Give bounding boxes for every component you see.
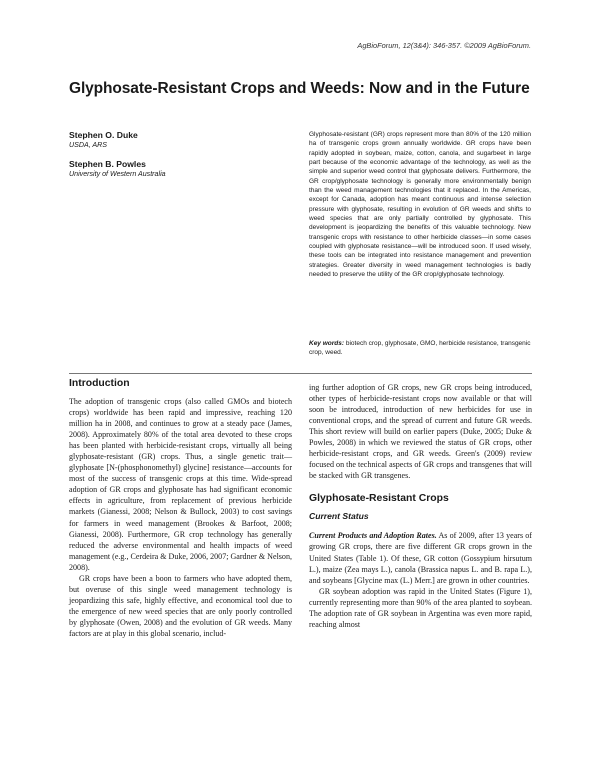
- author-name: Stephen B. Powles: [69, 159, 146, 169]
- adoption-paragraph-1: [309, 530, 532, 585]
- keywords-label: Key words:: [309, 340, 345, 347]
- author-affiliation: USDA, ARS: [69, 141, 107, 149]
- author-affiliation: University of Western Australia: [69, 170, 166, 178]
- left-column: [69, 378, 292, 639]
- author-name: Stephen O. Duke: [69, 130, 138, 140]
- keywords: [309, 339, 531, 358]
- intro-paragraph-3: ing further adoption of GR crops, new GR crops being introduced, other types of herbicide-resistant crops now available or that will soon be introduced, introduction of new herbicides for use in conventional crops, and the spread of current and future GR weeds. This short review will build on earlier papers (Duke, 2005; Duke & Powles, 2008) in which we reviewed the status of GR crops, other herbicide-resistant crops, and GR weeds. Green's (2009) review focused on the technical aspects of GR crops and transgenes that will be stacked with GR transgenes.: [309, 383, 532, 481]
- adoption-paragraph-1-text: As of 2009, after 13 years of growing GR crops, there are five different GR crops grown in the United States (Table 1). Of these, GR cotton (Gossypium hirsutum L.), maize (Zea mays L.), canola (Brassica napus L. and B. rapa L.), and soybeans [Glycine max (L.) Merr.] are grown in other countries.: [309, 531, 532, 585]
- gr-crops-heading: Glyphosate-Resistant Crops: [309, 493, 449, 505]
- abstract: Glyphosate-resistant (GR) crops represent more than 80% of the 120 million ha of transgenic crops grown annually worldwide. GR crops have been rapidly adopted in soybean, maize, cotton, canola, and sugarbeet in large part because of the economic advantage of the technology, as well as the simple and superior weed control that glyphosate delivers. Furthermore, the GR crop/glyphosate technology is generally more environmentally benign than the weed management technologies that it replaced. In the Americas, except for Canada, adoption has meant continuous and intense selection pressure with glyphosate, resulting in evolution of GR weeds and shifts to weed species that are only partially controlled by glyphosate. This development is jeopardizing the benefits of this valuable technology. New transgenic crops with resistance to other herbicide classes—in some cases coupled with glyphosate resistance—will be introduced soon. If used wisely, these tools can be integrated into resistance management and prevention strategies. Greater diversity in weed management technologies is badly needed to preserve the utility of the GR crop/glyphosate technology.: [309, 131, 531, 279]
- journal-citation: AgBioForum, 12(3&4): 346-357. ©2009 AgBioForum.: [357, 41, 531, 50]
- intro-paragraph-2: GR crops have been a boon to farmers who have adopted them, but overuse of this single weed management technology is jeopardizing this safe, highly effective, and economical tool due to the emergence of new weed species that are only poorly controlled by glyphosate (Owen, 2008) and the evolution of GR weeds. Many factors are at play in this global scenario, includ-: [69, 573, 292, 638]
- article-title: Glyphosate-Resistant Crops and Weeds: Now and in the Future: [69, 80, 530, 97]
- adoption-paragraph-2: GR soybean adoption was rapid in the United States (Figure 1), currently representing more than 90% of the area planted to soybean. The adoption rate of GR soybean in Argentina was even more rapid, reaching almost: [309, 586, 532, 629]
- section-divider: [69, 373, 532, 374]
- keywords-text: biotech crop, glyphosate, GMO, herbicide resistance, transgenic crop, weed.: [309, 340, 531, 357]
- adoption-run-in-heading: Current Products and Adoption Rates.: [309, 531, 437, 541]
- author-block: [69, 130, 269, 188]
- introduction-heading: Introduction: [69, 378, 130, 389]
- right-column: [309, 382, 532, 630]
- current-status-heading: Current Status: [309, 511, 369, 522]
- intro-paragraph-1: The adoption of transgenic crops (also called GMOs and biotech crops) worldwide has been rapid and impressive, reaching 120 million ha in 2008, and continues to grow at a steady pace (James, 2008). Approximately 80% of the total area devoted to these crops has been planted with herbicide-resistant crops, virtually all being glyphosate-resistant (GR) crops. Thus, a single genetic trait—glyphosate [N-(phosphonomethyl) glycine] resistance—accounts for most of the success of transgenic crops at this time. Wide-spread adoption of GR crops and glyphosate has had significant economic effects in agriculture, from replacement of previous herbicide markets (Gianessi, 2008; Nelson & Bullock, 2003) to cost savings for farmers in weed management (Brookes & Barfoot, 2008; Gianessi, 2008). Furthermore, GR crop technology has generally reduced the adverse environmental and health impacts of weed management (e.g., Cerdeira & Duke, 2006, 2007; Gardner & Nelson, 2008).: [69, 397, 292, 572]
